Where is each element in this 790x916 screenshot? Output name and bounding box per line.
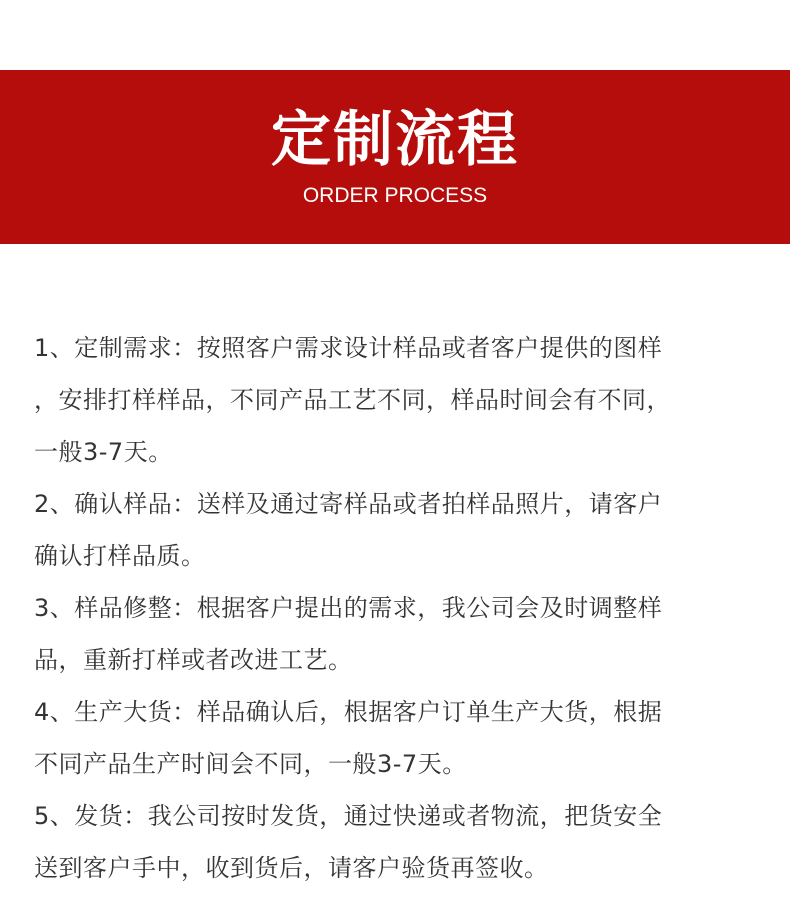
page-subtitle: ORDER PROCESS <box>302 184 488 207</box>
page-title: 定制流程 <box>271 105 519 175</box>
process-steps <box>34 322 756 894</box>
step-2-line-1: 2、确认样品：送样及通过寄样品或者拍样品照片，请客户 <box>34 490 663 518</box>
header-banner <box>0 70 790 244</box>
step-1-line-3: 一般3-7天。 <box>34 438 173 466</box>
step-4-line-2: 不同产品生产时间会不同，一般3-7天。 <box>34 750 467 778</box>
step-1-line-2: ，安排打样样品，不同产品工艺不同，样品时间会有不同， <box>34 386 671 414</box>
step-3-line-1: 3、样品修整：根据客户提出的需求，我公司会及时调整样 <box>34 594 663 622</box>
step-5-line-1: 5、发货：我公司按时发货，通过快递或者物流，把货安全 <box>34 802 663 830</box>
step-4-line-1: 4、生产大货：样品确认后，根据客户订单生产大货，根据 <box>34 698 663 726</box>
step-3-line-2: 品，重新打样或者改进工艺。 <box>34 646 353 674</box>
step-5-line-2: 送到客户手中，收到货后，请客户验货再签收。 <box>34 854 549 882</box>
step-2-line-2: 确认打样品质。 <box>34 542 206 570</box>
step-1-line-1: 1、定制需求：按照客户需求设计样品或者客户提供的图样 <box>34 334 663 362</box>
